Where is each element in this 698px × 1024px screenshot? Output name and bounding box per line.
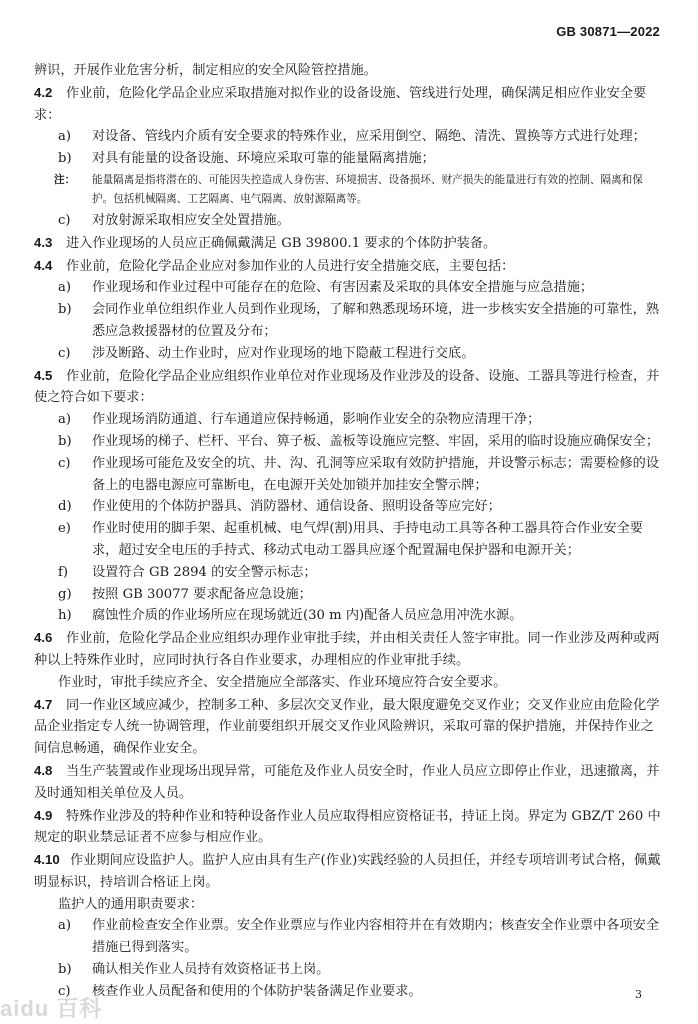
clause-number: 4.10 <box>34 852 60 868</box>
watermark: aidu 百科 <box>0 996 103 1021</box>
clause-number: 4.2 <box>34 84 53 100</box>
standard-number: GB 30871—2022 <box>556 24 660 39</box>
list-item: a) 作业现场消防通道、行车通道应保持畅通，影响作业安全的杂物应清理干净； <box>58 412 541 428</box>
continued-line: 辨识，开展作业危害分析，制定相应的安全风险管控措施。 <box>34 63 377 78</box>
clause-text: 作业前，危险化学品企业应组织办理作业审批手续，并由相关责任人签字审批。同一作业涉及两种或两种以上特殊作业时，应同时执行各自作业要求，办理相应的作业审批手续。 <box>34 631 660 668</box>
clause-number: 4.6 <box>34 630 53 646</box>
document-body <box>34 60 664 1003</box>
clause-text: 作业期间应设监护人。监护人应由具有生产(作业)实践经验的人员担任，并经专项培训考试合格，佩戴明显标识，持培训合格证上岗。 <box>34 853 661 890</box>
clause-text: 当生产装置或作业现场出现异常，可能危及作业人员安全时，作业人员应立即停止作业，迅速撤离，并及时通知相关单位及人员。 <box>34 763 660 801</box>
page-number: 3 <box>635 988 642 1001</box>
clause-text: 特殊作业涉及的特种作业和特种设备作业人员应取得相应资格证书，持证上岗。界定为 GBZ/T 260 中规定的职业禁忌证者不应参与相应作业。 <box>34 808 661 846</box>
list-item: c) 核查作业人员配备和使用的个体防护装备满足作业要求。 <box>58 983 422 999</box>
clause-text: 进入作业现场的人员应正确佩戴满足 GB 39800.1 要求的个体防护装备。 <box>66 235 497 251</box>
list-item: b) 作业现场的梯子、栏杆、平台、箅子板、盖板等设施应完整、牢固，采用的临时设施应确保安全； <box>58 433 660 449</box>
clause-text: 作业前，危险化学品企业应对参加作业的人员进行安全措施交底，主要包括： <box>66 258 515 274</box>
clause-text: 作业前，危险化学品企业应采取措施对拟作业的设备设施、管线进行处理，确保满足相应作业安全要求： <box>34 85 647 123</box>
paragraph: 作业时，审批手续应齐全、安全措施应全部落实、作业环境应符合安全要求。 <box>58 674 507 690</box>
clause-number: 4.3 <box>34 234 53 250</box>
clause-text: 作业前，危险化学品企业应组织作业单位对作业现场及作业涉及的设备、设施、工器具等进行检查，并使之符合如下要求： <box>34 368 660 406</box>
clause-number: 4.9 <box>34 807 53 823</box>
clause-4-2 <box>34 82 664 127</box>
clause-4-4 <box>34 255 664 278</box>
list-item: h) 腐蚀性介质的作业场所应在现场就近(30 m 内)配备人员应急用冲洗水源。 <box>58 608 523 624</box>
list-item: b) 确认相关作业人员持有效资格证书上岗。 <box>58 962 330 978</box>
clause-4-3 <box>34 232 664 255</box>
clause-number: 4.8 <box>34 762 53 778</box>
note: 注： 能量隔离是指将潜在的、可能因失控造成人身伤害、环境损害、设备损坏、财产损失的能量进行有效的控制、隔离和保护。包括机械隔离、工艺隔离、电气隔离、放射源隔离等。 <box>54 173 643 205</box>
list-item: c) 作业现场可能危及安全的坑、井、沟、孔洞等应采取有效防护措施，并设警示标志；需要检修的设备上的电器电源应可靠断电，在电源开关处加锁并加挂安全警示牌； <box>58 455 660 493</box>
list-item: a) 对设备、管线内介质有安全要求的特殊作业，应采用倒空、隔绝、清洗、置换等方式进行处理； <box>58 129 646 145</box>
list-item: a) 作业现场和作业过程中可能存在的危险、有害因素及采取的具体安全措施与应急措施； <box>58 280 594 296</box>
list-item: d) 作业使用的个体防护器具、消防器材、通信设备、照明设备等应完好； <box>58 499 501 515</box>
paragraph: 监护人的通用职责要求： <box>58 896 204 912</box>
clause-4-6 <box>34 627 664 672</box>
list-item: c) 对放射源采取相应安全处置措施。 <box>58 212 290 228</box>
list-item: c) 涉及断路、动土作业时，应对作业现场的地下隐蔽工程进行交底。 <box>58 345 475 361</box>
clause-number: 4.5 <box>34 367 53 383</box>
list-item: a) 作业前检查安全作业票。安全作业票应与作业内容相符并在有效期内；核查安全作业票中各项安全措施已得到落实。 <box>58 918 660 956</box>
list-item: g) 按照 GB 30077 要求配备应急设施； <box>58 586 312 602</box>
list-item: f) 设置符合 GB 2894 的安全警示标志； <box>58 564 317 580</box>
clause-4-9 <box>34 805 664 850</box>
clause-4-10 <box>34 849 664 894</box>
clause-number: 4.7 <box>34 696 53 712</box>
clause-4-7 <box>34 694 664 760</box>
list-item: b) 会同作业单位组织作业人员到作业现场，了解和熟悉现场环境，进一步核实安全措施的可靠性，熟悉应急救援器材的位置及分布； <box>58 302 660 339</box>
clause-text: 同一作业区域应减少，控制多工种、多层次交叉作业，最大限度避免交叉作业；交叉作业应由危险化学品企业指定专人统一协调管理，作业前要组织开展交叉作业风险辨识，采取可靠的保护措施，并保持作业之间信息畅通，确保作业安全。 <box>34 697 660 757</box>
clause-4-5 <box>34 365 664 410</box>
clause-4-8 <box>34 760 664 805</box>
clause-number: 4.4 <box>34 257 53 273</box>
list-item: b) 对具有能量的设备设施、环境应采取可靠的能量隔离措施； <box>58 151 435 167</box>
list-item: e) 作业时使用的脚手架、起重机械、电气焊(割)用具、手持电动工具等各种工器具符合作业安全要求，超过安全电压的手持式、移动式电动工器具应逐个配置漏电保护器和电源开关； <box>58 521 643 558</box>
